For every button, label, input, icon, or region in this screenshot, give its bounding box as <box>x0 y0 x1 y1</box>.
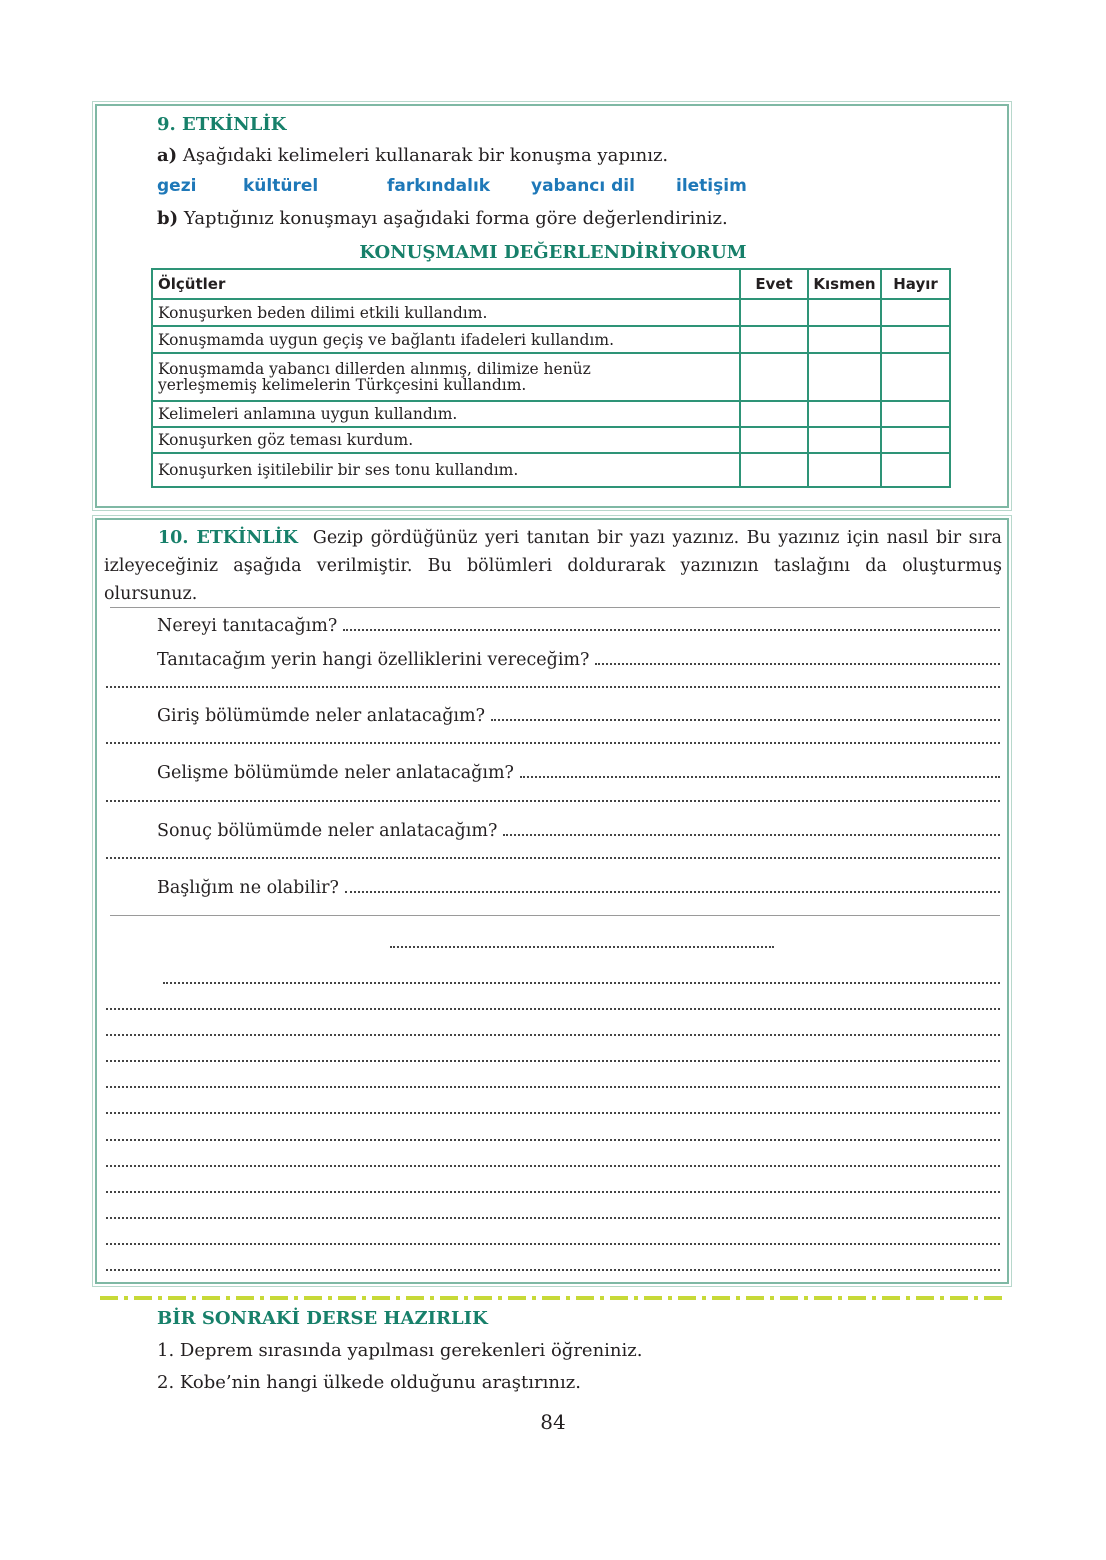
word-item: yabancı dil <box>531 176 635 196</box>
writing-line[interactable] <box>106 1217 1000 1219</box>
yes-cell[interactable] <box>740 453 808 487</box>
answer-line[interactable] <box>106 857 1000 859</box>
answer-dots[interactable] <box>491 719 1000 721</box>
yes-cell[interactable] <box>740 299 808 326</box>
criterion-text: Konuşurken işitilebilir bir ses tonu kullandım. <box>152 453 740 487</box>
question-label: Gelişme bölümümde neler anlatacağım? <box>157 763 514 783</box>
question-label: Nereyi tanıtacağım? <box>157 616 338 636</box>
criterion-text: Konuşurken göz teması kurdum. <box>152 427 740 453</box>
criterion-text: Konuşmamda yabancı dillerden alınmış, dilimize henüz yerleşmemiş kelimelerin Türkçesini kullandım. <box>152 353 740 401</box>
writing-line[interactable] <box>106 1086 1000 1088</box>
question-line[interactable] <box>104 644 1000 670</box>
table-row <box>152 401 950 427</box>
activity-10-title: 10. ETKİNLİK <box>158 528 298 548</box>
writing-line[interactable] <box>106 1034 1000 1036</box>
criterion-text: Kelimeleri anlamına uygun kullandım. <box>152 401 740 427</box>
question-label: Tanıtacağım yerin hangi özelliklerini vereceğim? <box>157 650 590 670</box>
question-line[interactable] <box>104 872 1000 898</box>
yes-cell[interactable] <box>740 427 808 453</box>
question-label: Başlığım ne olabilir? <box>157 878 339 898</box>
part-a-text: Aşağıdaki kelimeleri kullanarak bir konuşma yapınız. <box>182 145 669 166</box>
partly-cell[interactable] <box>808 427 881 453</box>
no-cell[interactable] <box>881 353 950 401</box>
activity-9-part-a <box>157 145 668 166</box>
activity-10-intro <box>104 524 1002 608</box>
table-row <box>152 353 950 401</box>
table-row <box>152 299 950 326</box>
answer-line[interactable] <box>106 742 1000 744</box>
question-line[interactable] <box>104 815 1000 841</box>
divider <box>110 915 1000 916</box>
no-cell[interactable] <box>881 401 950 427</box>
draft-title-line[interactable] <box>390 946 774 948</box>
yes-cell[interactable] <box>740 353 808 401</box>
word-item: farkındalık <box>387 176 491 196</box>
no-cell[interactable] <box>881 326 950 353</box>
evaluation-table <box>151 268 951 488</box>
activity-9-title: 9. ETKİNLİK <box>157 114 287 135</box>
partly-cell[interactable] <box>808 401 881 427</box>
answer-dots[interactable] <box>343 629 1000 631</box>
yes-cell[interactable] <box>740 326 808 353</box>
part-a-label: a) <box>157 145 178 166</box>
partly-cell[interactable] <box>808 353 881 401</box>
answer-dots[interactable] <box>520 776 1000 778</box>
header-no: Hayır <box>881 269 950 299</box>
header-partly: Kısmen <box>808 269 881 299</box>
writing-line[interactable] <box>163 982 1000 984</box>
part-b-text: Yaptığınız konuşmayı aşağıdaki forma göre değerlendiriniz. <box>183 208 728 229</box>
header-criteria: Ölçütler <box>152 269 740 299</box>
writing-line[interactable] <box>106 1269 1000 1271</box>
next-lesson-item: 1. Deprem sırasında yapılması gerekenleri öğreniniz. <box>157 1340 643 1361</box>
answer-dots[interactable] <box>503 834 1000 836</box>
word-item: gezi <box>157 176 197 196</box>
answer-dots[interactable] <box>345 891 1000 893</box>
yes-cell[interactable] <box>740 401 808 427</box>
no-cell[interactable] <box>881 427 950 453</box>
partly-cell[interactable] <box>808 326 881 353</box>
writing-line[interactable] <box>106 1139 1000 1141</box>
writing-line[interactable] <box>106 1060 1000 1062</box>
table-row <box>152 326 950 353</box>
criterion-text: Konuşmamda uygun geçiş ve bağlantı ifadeleri kullandım. <box>152 326 740 353</box>
partly-cell[interactable] <box>808 299 881 326</box>
question-line[interactable] <box>104 757 1000 783</box>
next-lesson-title: BİR SONRAKİ DERSE HAZIRLIK <box>157 1308 488 1329</box>
divider <box>110 607 1000 608</box>
word-item: kültürel <box>243 176 319 196</box>
writing-line[interactable] <box>106 1008 1000 1010</box>
answer-line[interactable] <box>106 800 1000 802</box>
answer-dots[interactable] <box>595 663 1000 665</box>
answer-line[interactable] <box>106 686 1000 688</box>
table-row <box>152 427 950 453</box>
word-item: iletişim <box>676 176 747 196</box>
dashed-separator <box>100 1296 1004 1300</box>
header-yes: Evet <box>740 269 808 299</box>
activity-10-intro-text: Gezip gördüğünüz yeri tanıtan bir yazı yazınız. Bu yazınız için nasıl bir sıra izleyeceğiniz aşağıda verilmiştir. Bu bölümleri doldurarak yazınızın taslağını da oluşturmuş olursunuz. <box>104 528 1002 604</box>
part-b-label: b) <box>157 208 179 229</box>
question-label: Sonuç bölümümde neler anlatacağım? <box>157 821 498 841</box>
writing-line[interactable] <box>106 1165 1000 1167</box>
writing-line[interactable] <box>106 1112 1000 1114</box>
evaluation-table-title: KONUŞMAMI DEĞERLENDİRİYORUM <box>359 242 747 263</box>
writing-line[interactable] <box>106 1243 1000 1245</box>
page-number: 84 <box>540 1410 566 1434</box>
no-cell[interactable] <box>881 299 950 326</box>
question-line[interactable] <box>104 700 1000 726</box>
question-label: Giriş bölümümde neler anlatacağım? <box>157 706 485 726</box>
question-line[interactable] <box>104 610 1000 636</box>
no-cell[interactable] <box>881 453 950 487</box>
next-lesson-item: 2. Kobe’nin hangi ülkede olduğunu araştırınız. <box>157 1372 581 1393</box>
criterion-text: Konuşurken beden dilimi etkili kullandım. <box>152 299 740 326</box>
table-header-row <box>152 269 950 299</box>
table-row <box>152 453 950 487</box>
partly-cell[interactable] <box>808 453 881 487</box>
activity-9-part-b <box>157 208 728 229</box>
writing-line[interactable] <box>106 1191 1000 1193</box>
